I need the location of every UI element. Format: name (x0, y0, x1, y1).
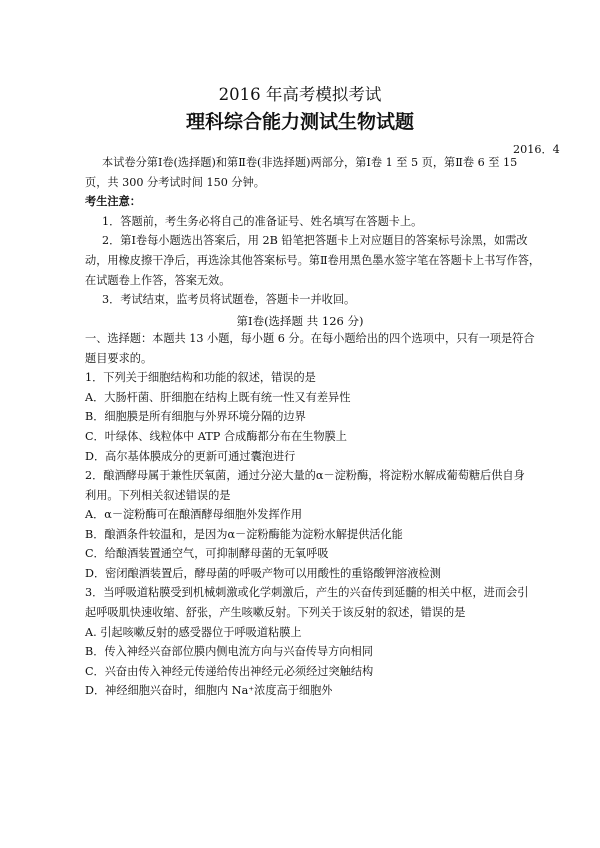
notice-item-2-line-3: 在试题卷上作答，答案无效。 (85, 274, 231, 287)
question-3-option-a: A. 引起咳嗽反射的感受器位于呼吸道粘膜上 (85, 626, 302, 639)
question-2-option-a: A．α－淀粉酶可在酿酒酵母细胞外发挥作用 (85, 508, 303, 521)
question-2-stem-line-2: 利用。下列相关叙述错误的是 (85, 489, 231, 502)
exam-subtitle: 理科综合能力测试生物试题 (185, 111, 414, 133)
question-2-option-b: B．酿酒条件较温和，是因为α－淀粉酶能为淀粉水解提供活化能 (85, 528, 403, 541)
question-3-option-c: C．兴奋由传入神经元传递给传出神经元必须经过突触结构 (85, 665, 374, 678)
notice-heading: 考生注意： (85, 194, 141, 208)
intro-line-2: 页，共 300 分考试时间 150 分钟。 (85, 176, 265, 189)
question-3-option-d: D．神经细胞兴奋时，细胞内 Na⁺浓度高于细胞外 (85, 684, 333, 697)
question-3-option-b: B．传入神经兴奋部位膜内侧电流方向与兴奋传导方向相同 (85, 645, 373, 658)
question-1-option-c: C．叶绿体、线粒体中 ATP 合成酶都分布在生物膜上 (85, 430, 347, 443)
question-1-option-a: A．大肠杆菌、肝细胞在结构上既有统一性又有差异性 (85, 391, 351, 404)
notice-item-3: 3．考试结束，监考员将试题卷，答题卡一并收回。 (102, 293, 356, 306)
question-3-stem-line-1: 3．当呼吸道粘膜受到机械刺激或化学刺激后，产生的兴奋传到延髓的相关中枢，进而会引 (85, 586, 529, 599)
intro-line-1: 本试卷分第Ⅰ卷(选择题)和第Ⅱ卷(非选择题)两部分，第Ⅰ卷 1 至 5 页，第Ⅱ卷 6 至 15 (102, 156, 518, 169)
question-2-stem-line-1: 2．酿酒酵母属于兼性厌氧菌，通过分泌大量的α－淀粉酶，将淀粉水解成葡萄糖后供自身 (85, 469, 525, 482)
notice-item-1: 1．答题前，考生务必将自己的准备证号、姓名填写在答题卡上。 (102, 215, 423, 228)
question-1-option-d: D．高尔基体膜成分的更新可通过囊泡进行 (85, 450, 296, 463)
question-3-stem-line-2: 起呼吸肌快速收缩、舒张，产生咳嗽反射。下列关于该反射的叙述，错误的是 (85, 606, 466, 619)
exam-date: 2016．4 (513, 143, 560, 156)
section-desc-line-2: 题目要求的。 (85, 352, 153, 365)
exam-title: 2016 年高考模拟考试 (218, 85, 382, 104)
notice-item-2-line-1: 2．第Ⅰ卷每小题选出答案后，用 2B 铅笔把答题卡上对应题目的答案标号涂黑，如需改 (102, 234, 528, 247)
section-desc-line-1: 一、选择题：本题共 13 小题，每小题 6 分。在每小题给出的四个选项中，只有一项是符合 (85, 332, 535, 345)
question-2-option-d: D．密闭酿酒装置后，酵母菌的呼吸产物可以用酸性的重铬酸钾溶液检测 (85, 567, 441, 580)
notice-item-2-line-2: 动，用橡皮擦干净后，再选涂其他答案标号。第Ⅱ卷用黑色墨水签字笔在答题卡上书写作答， (85, 254, 541, 267)
question-2-option-c: C．给酿酒装置通空气，可抑制酵母菌的无氧呼吸 (85, 547, 329, 560)
section-heading: 第Ⅰ卷(选择题 共 126 分) (236, 314, 364, 328)
question-1-stem: 1．下列关于细胞结构和功能的叙述，错误的是 (85, 371, 316, 384)
question-1-option-b: B．细胞膜是所有细胞与外界环境分隔的边界 (85, 410, 306, 423)
